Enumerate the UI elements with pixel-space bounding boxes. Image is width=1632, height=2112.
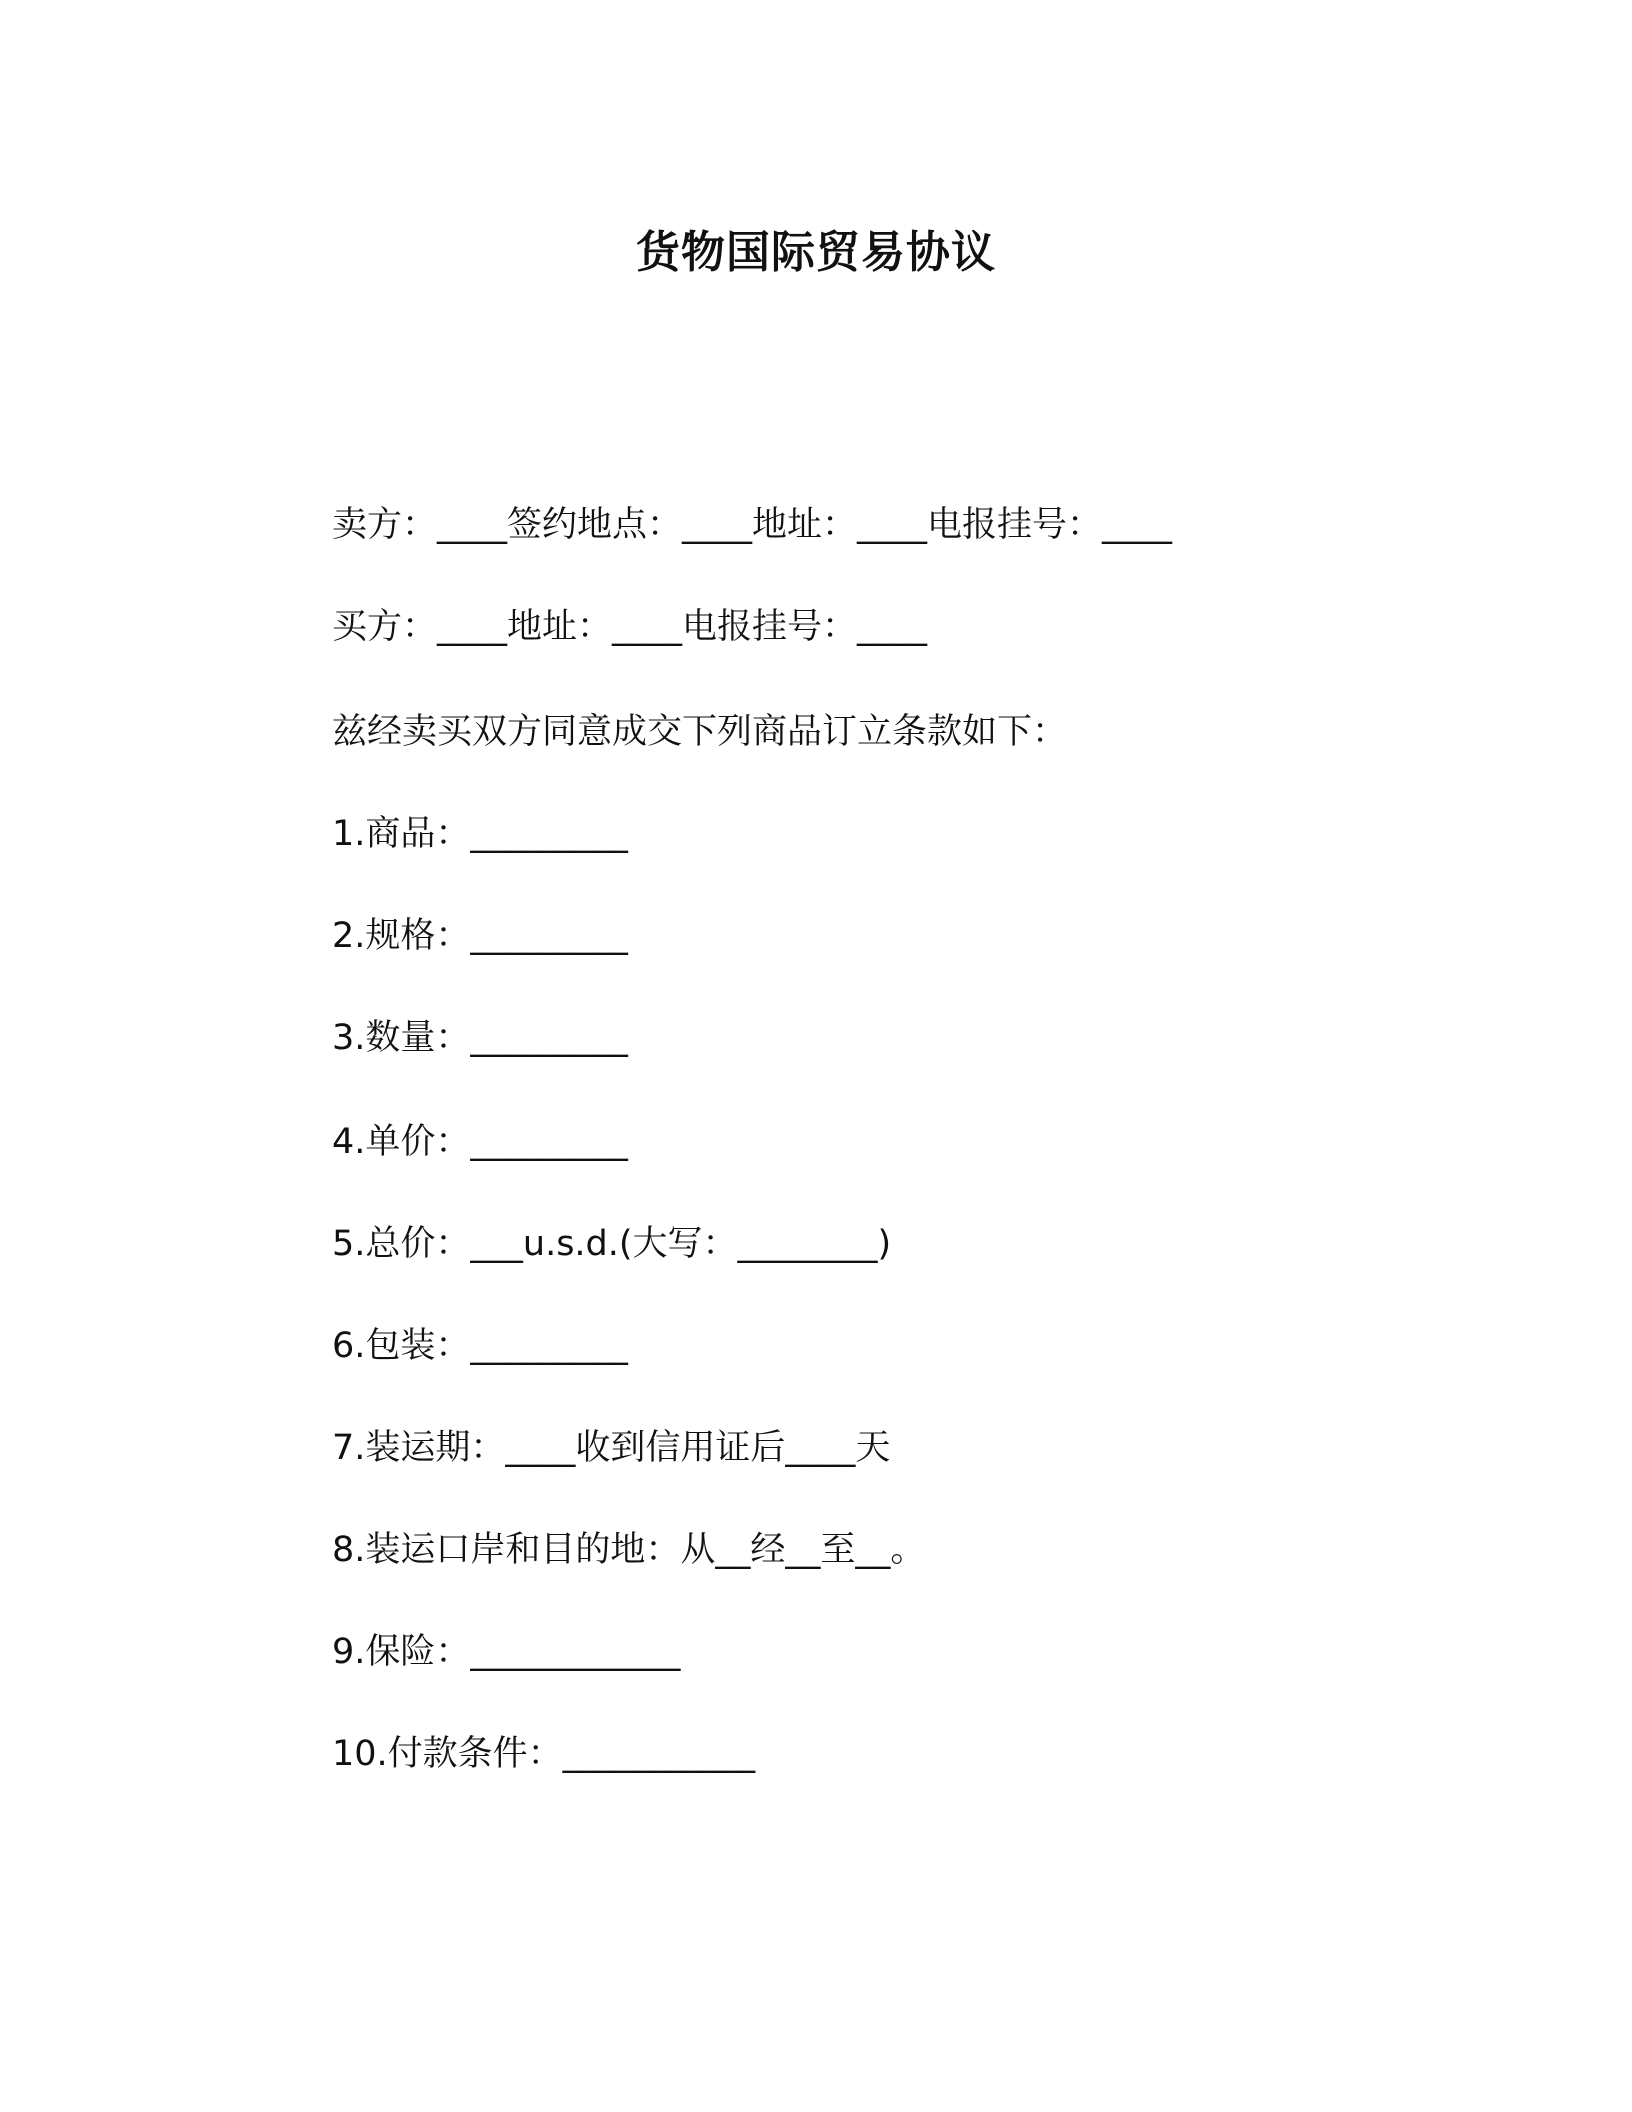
clause-unit-price: 4.单价：_________ [332,1122,628,1162]
clause-payment-terms: 10.付款条件：___________ [332,1734,756,1774]
clause-ports: 8.装运口岸和目的地：从__经__至__。 [332,1530,926,1570]
clause-commodity: 1.商品：_________ [332,814,628,854]
clause-packing: 6.包装：_________ [332,1326,628,1366]
document-title: 货物国际贸易协议 [636,227,996,278]
buyer-info-line: 买方：____地址：____电报挂号：____ [332,607,928,647]
clause-insurance: 9.保险：____________ [332,1632,681,1672]
seller-info-line: 卖方：____签约地点：____地址：____电报挂号：____ [332,505,1173,545]
clause-shipment-time: 7.装运期：____收到信用证后____天 [332,1428,891,1468]
clause-specification: 2.规格：_________ [332,916,628,956]
clause-total-price: 5.总价：___u.s.d.(大写：________) [332,1224,892,1264]
agreement-intro-line: 兹经卖买双方同意成交下列商品订立条款如下： [332,712,1068,752]
clause-quantity: 3.数量：_________ [332,1018,628,1058]
